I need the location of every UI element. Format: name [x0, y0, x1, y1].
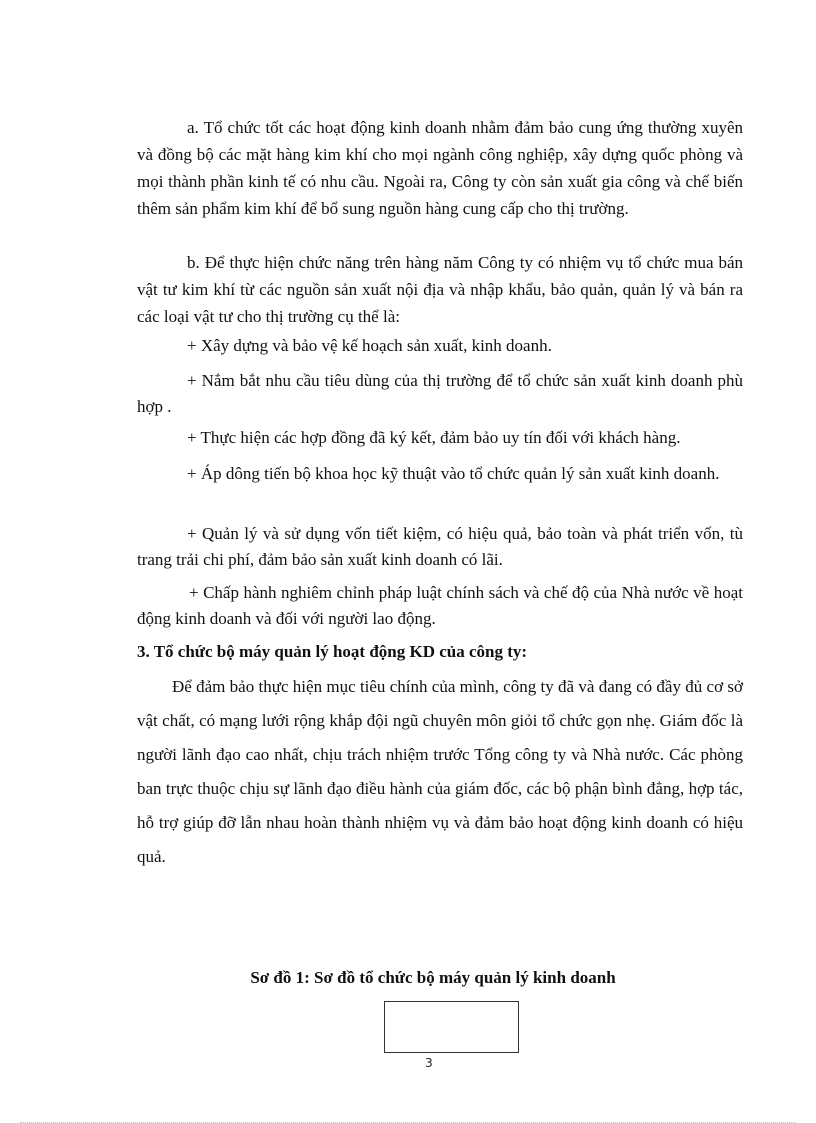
paragraph-b: b. Để thực hiện chức năng trên hàng năm Công ty có nhiệm vụ tổ chức mua bán vật tư kim khí từ các nguồn sản xuất nội địa và nhập khẩu, bảo quản, quản lý và bán ra các loại vật tư cho thị trường cụ thể là:	[137, 253, 743, 326]
task-item: + Thực hiện các hợp đồng đã ký kết, đảm bảo uy tín đối với khách hàng.	[187, 428, 681, 447]
task-item: + Xây dựng và bảo vệ kế hoạch sản xuất, kinh doanh.	[187, 336, 552, 355]
section-body: Để đảm bảo thực hiện mục tiêu chính của mình, công ty đã và đang có đầy đủ cơ sở vật chất, có mạng lưới rộng khắp đội ngũ chuyên môn giỏi tổ chức gọn nhẹ. Giám đốc là người lãnh đạo cao nhất, chịu trách nhiệm trước Tổng công ty và Nhà nước. Các phòng ban trực thuộc chịu sự lãnh đạo điều hành của giám đốc, các bộ phận bình đẳng, hợp tác, hỗ trợ giúp đỡ lẫn nhau hoàn thành nhiệm vụ và đảm bảo hoạt động kinh doanh có hiệu quả.	[137, 677, 743, 866]
task-item: + Quản lý và sử dụng vốn tiết kiệm, có hiệu quả, bảo toàn và phát triển vốn, tù trang trải chi phí, đảm bảo sản xuất kinh doanh có lãi.	[137, 524, 743, 569]
task-item: + Chấp hành nghiêm chỉnh pháp luật chính sách và chế độ của Nhà nước về hoạt động kinh doanh và đối với người lao động.	[137, 583, 743, 628]
paragraph-a: a. Tổ chức tốt các hoạt động kinh doanh nhằm đảm bảo cung ứng thường xuyên và đồng bộ các mặt hàng kim khí cho mọi ngành công nghiệp, xây dựng quốc phòng và mọi thành phần kinh tế có nhu cầu. Ngoài ra, Công ty còn sản xuất gia công và chế biến thêm sản phẩm kim khí để bổ sung nguồn hàng cung cấp cho thị trường.	[137, 118, 743, 218]
section-heading: 3. Tổ chức bộ máy quản lý hoạt động KD của công ty:	[137, 642, 528, 661]
org-chart-box	[384, 1001, 519, 1053]
page-number: 3	[425, 1056, 433, 1070]
task-item: + Nắm bắt nhu cầu tiêu dùng của thị trường để tổ chức sản xuất kinh doanh phù hợp .	[137, 371, 743, 416]
diagram-caption: Sơ đồ 1: Sơ đồ tổ chức bộ máy quản lý kinh doanh	[250, 968, 616, 987]
task-item: + Áp dông tiến bộ khoa học kỹ thuật vào tổ chức quản lý sản xuất kinh doanh.	[187, 464, 720, 483]
